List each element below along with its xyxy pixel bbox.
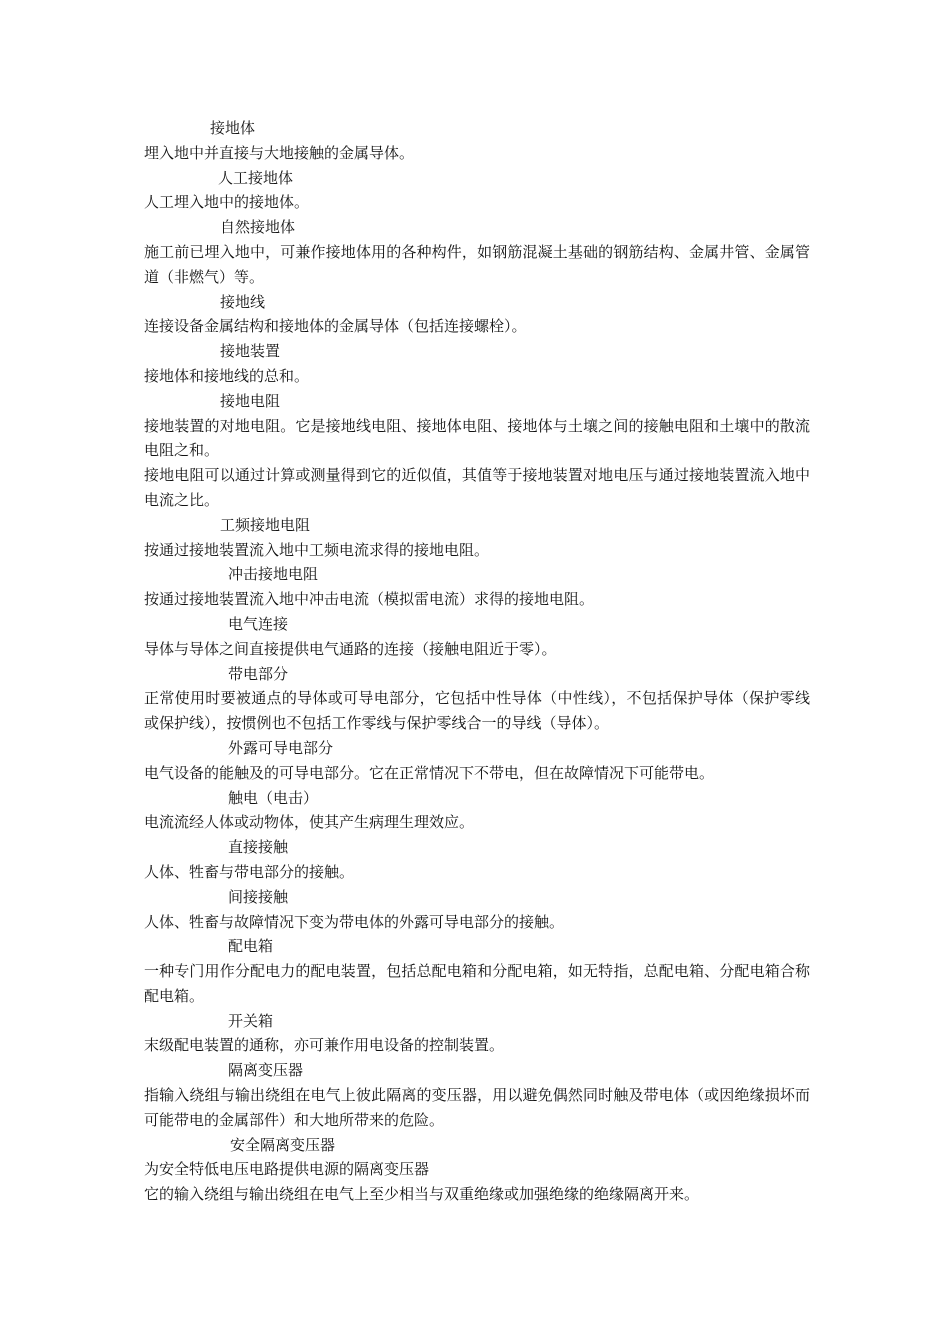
term-heading: 电气连接 [228,614,289,633]
term-heading: 触电（电击） [228,788,319,807]
term-heading: 安全隔离变压器 [230,1135,336,1154]
term-definition: 导体与导体之间直接提供电气通路的连接（接触电阻近于零）。 [144,639,557,658]
term-definition: 正常使用时要被通点的导体或可导电部分，它包括中性导体（中性线），不包括保护导体（保护零线或保护线），按惯例也不包括工作零线与保护零线合一的导线（导体）。 [144,689,810,733]
term-definition: 埋入地中并直接与大地接触的金属导体。 [144,143,415,162]
term-definition: 接地体和接地线的总和。 [144,366,310,385]
term-heading: 外露可导电部分 [228,738,334,757]
term-definition: 它的输入绕组与输出绕组在电气上至少相当与双重绝缘或加强绝缘的绝缘隔离开来。 [144,1185,700,1204]
term-heading: 接地线 [220,292,266,311]
term-definition: 末级配电装置的通称，亦可兼作用电设备的控制装置。 [144,1036,505,1055]
term-definition: 人体、牲畜与故障情况下变为带电体的外露可导电部分的接触。 [144,912,565,931]
term-definition: 一种专门用作分配电力的配电装置，包括总配电箱和分配电箱，如无特指，总配电箱、分配电箱合称配电箱。 [144,962,810,1005]
term-definition: 接地装置的对地电阻。它是接地线电阻、接地体电阻、接地体与土壤之间的接触电阻和土壤中的散流电阻之和。 [144,416,810,460]
term-heading: 带电部分 [228,664,289,683]
term-definition: 施工前已埋入地中，可兼作接地体用的各种构件，如钢筋混凝土基础的钢筋结构、金属井管、金属管道（非燃气）等。 [144,242,810,286]
term-definition: 人工埋入地中的接地体。 [144,193,310,212]
term-heading: 工频接地电阻 [220,515,311,534]
term-definition: 接地电阻可以通过计算或测量得到它的近似值，其值等于接地装置对地电压与通过接地装置流入地中电流之比。 [144,466,810,509]
term-heading: 自然接地体 [220,218,296,237]
term-heading: 直接接触 [228,838,289,857]
term-heading: 接地电阻 [220,391,281,410]
term-definition: 按通过接地装置流入地中工频电流求得的接地电阻。 [144,540,490,559]
term-heading: 接地体 [210,119,256,137]
document-body [144,116,810,1207]
term-heading: 人工接地体 [218,168,294,187]
term-heading: 配电箱 [228,937,274,956]
term-definition: 电流流经人体或动物体，使其产生病理生理效应。 [144,813,475,832]
term-definition: 人体、牲畜与带电部分的接触。 [144,862,355,881]
term-definition: 连接设备金属结构和接地体的金属导体（包括连接螺栓）。 [144,317,527,336]
term-heading: 接地装置 [220,342,281,361]
term-heading: 间接接触 [228,887,289,906]
term-definition: 按通过接地装置流入地中冲击电流（模拟雷电流）求得的接地电阻。 [144,590,595,609]
term-definition: 指输入绕组与输出绕组在电气上彼此隔离的变压器，用以避免偶然同时触及带电体（或因绝缘损坏而可能带电的金属部件）和大地所带来的危险。 [144,1086,810,1129]
term-heading: 冲击接地电阻 [228,565,319,584]
term-definition: 电气设备的能触及的可导电部分。它在正常情况下不带电，但在故障情况下可能带电。 [144,763,715,782]
term-heading: 开关箱 [228,1011,274,1030]
term-definition: 为安全特低电压电路提供电源的隔离变压器 [144,1160,430,1179]
term-heading: 隔离变压器 [228,1061,304,1080]
